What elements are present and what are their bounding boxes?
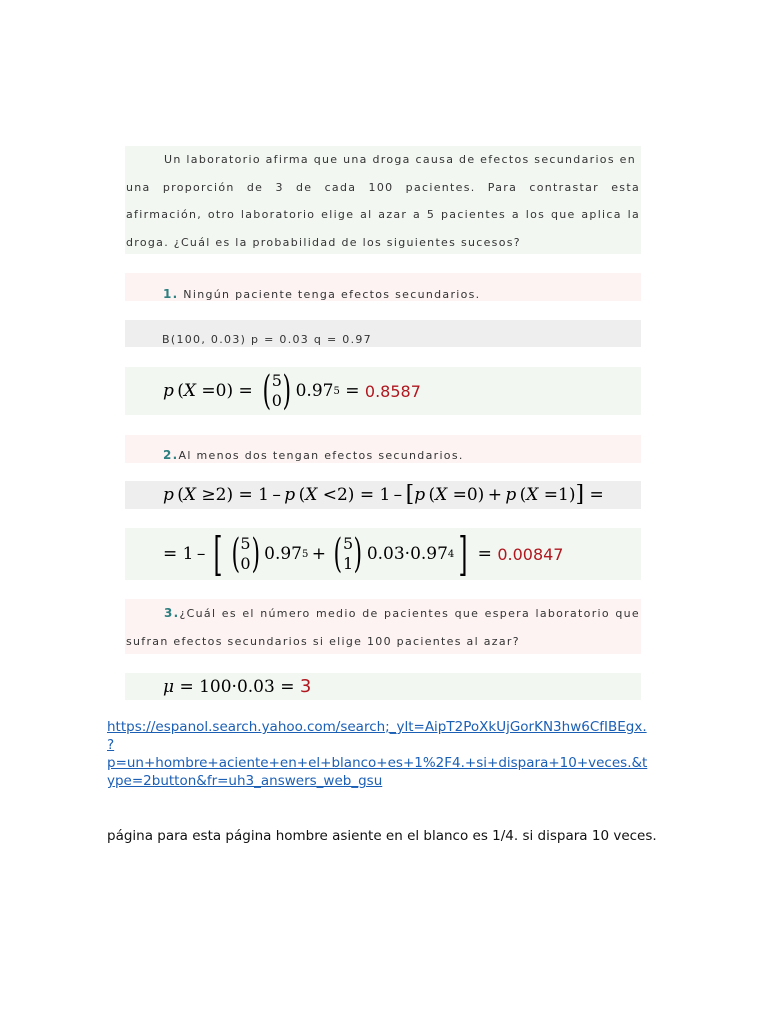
link-line-4[interactable]: ype=2button&fr=uh3_answers_web_gsu (107, 773, 383, 789)
intro-paragraph (125, 146, 641, 254)
binomial-params: B(100, 0.03) p = 0.03 q = 0.97 (125, 320, 641, 347)
formula-1-result: 0.8587 (364, 381, 421, 401)
intro-line-2: una proporción de 3 de cada 100 pacientes. Para contrastar esta (126, 180, 640, 194)
link-line-1[interactable]: https://espanol.search.yahoo.com/search;_ylt=AipT2PoXkUjGorKN3hw6CfIBEgx. (107, 719, 647, 735)
question-2 (125, 435, 641, 463)
question-3-line-1: ¿Cuál es el número medio de pacientes que espera laboratorio que (179, 607, 640, 620)
formula-4-result: 3 (299, 676, 312, 697)
formula-2-panel (125, 481, 641, 509)
question-2-number: 2. (163, 448, 179, 462)
formula-3-result: 0.00847 (497, 544, 564, 564)
formula-4-panel (125, 673, 641, 700)
intro-line-4: droga. ¿Cuál es la probabilidad de los siguientes sucesos? (126, 235, 521, 249)
formula-4: μ = 100·0.03 = 3 (163, 676, 312, 697)
note-text: página para esta página hombre asiente en el blanco es 1/4. si dispara 10 veces. (107, 828, 657, 844)
question-1-text: Ningún paciente tenga efectos secundarios. (178, 288, 481, 301)
formula-2: p ( X ≥2) = 1 – p ( X <2) = 1 – [ p ( X =0) + p ( X =1) ] = (163, 482, 604, 507)
question-1 (125, 273, 641, 301)
question-3 (125, 599, 641, 654)
formula-1-panel (125, 367, 641, 415)
intro-line-3: afirmación, otro laboratorio elige al azar a 5 pacientes a los que aplica la (126, 208, 640, 221)
question-2-text: Al menos dos tengan efectos secundarios. (178, 449, 464, 462)
binomial-coefficient: ( 5 0 ) (262, 368, 292, 414)
formula-3-panel (125, 528, 641, 580)
link-line-2[interactable]: ? (107, 737, 115, 753)
intro-line-1: Un laboratorio afirma que una droga causa de efectos secundarios en (164, 153, 636, 166)
question-1-number: 1. (163, 287, 179, 301)
yahoo-search-link[interactable] (107, 718, 667, 790)
formula-1: p ( X =0) = ( 5 0 ) 0.97 5 = 0.8587 (163, 368, 421, 414)
formula-3: = 1 – [ ( 5 0 ) 0.97 5 + ( 5 1 ) 0.03·0.97 4 ] = 0.00847 (163, 527, 564, 581)
link-line-3[interactable]: p=un+hombre+aciente+en+el+blanco+es+1%2F4.+si+dispara+10+veces.&t (107, 755, 648, 771)
question-3-number: 3. (164, 606, 180, 620)
question-3-line-2: sufran efectos secundarios si elige 100 pacientes al azar? (126, 635, 520, 648)
